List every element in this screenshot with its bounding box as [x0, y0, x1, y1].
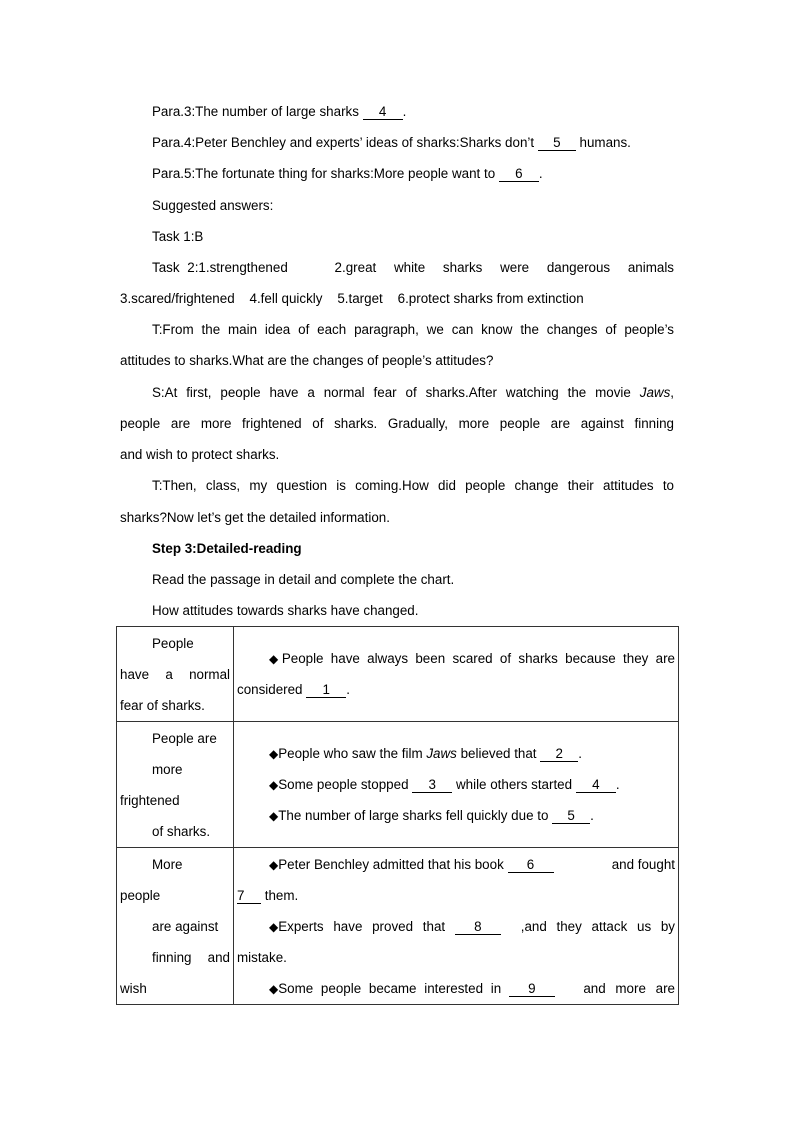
diamond-bullet-icon: ◆ — [269, 747, 279, 761]
jaws-title: Jaws — [426, 746, 457, 761]
detail-group — [269, 849, 554, 880]
details-cell — [234, 722, 679, 848]
table-row — [117, 848, 679, 1005]
task2-part-b: 2.great white sharks were dangerous animals — [334, 260, 674, 275]
attitudes-chart-table — [116, 626, 679, 1005]
stage-cell — [117, 848, 234, 1005]
teacher-question1-line1: T:From the main idea of each paragraph, we can know the changes of people’s — [152, 322, 674, 337]
detail-text: mistake. — [237, 950, 287, 965]
blank-1: 1 — [306, 682, 346, 698]
detail-text: considered — [237, 682, 307, 697]
detail-group — [269, 911, 501, 942]
para5-text: Para.5:The fortunate thing for sharks:More people want to — [152, 166, 499, 181]
para4-text: Para.4:Peter Benchley and experts’ ideas of sharks:Sharks don’t — [152, 135, 538, 150]
detail-line — [234, 769, 678, 800]
detail-text: and fought — [611, 857, 675, 872]
para3-line — [120, 102, 674, 122]
blank-5: 5 — [552, 808, 590, 824]
diamond-bullet-icon: ◆ — [269, 858, 279, 872]
stage-text: more — [152, 762, 183, 777]
stage-text: People are — [152, 731, 217, 746]
detail-text: People who saw the film — [278, 746, 427, 761]
detail-line — [234, 911, 678, 942]
blank-8: 8 — [455, 919, 501, 935]
detail-text: Peter Benchley admitted that his book — [278, 857, 508, 872]
chart-title: How attitudes towards sharks have changed. — [152, 603, 419, 618]
instruction-text: Read the passage in detail and complete the chart. — [152, 572, 455, 587]
stage-text: have a normal — [120, 667, 230, 682]
blank-4: 4 — [576, 777, 616, 793]
stage-text: wish — [120, 981, 147, 996]
diamond-bullet-icon: ◆ — [269, 920, 279, 934]
details-cell — [234, 848, 679, 1005]
detail-text: . — [578, 746, 582, 761]
diamond-bullet-icon: ◆ — [269, 809, 279, 823]
jaws-title: Jaws — [639, 385, 671, 400]
detail-line — [234, 643, 678, 674]
blank-6: 6 — [508, 857, 554, 873]
stage-text: of sharks. — [152, 824, 211, 839]
student-text: S:At first, people have a normal fear of sharks.After watching the movie — [152, 385, 640, 400]
detail-line — [234, 973, 678, 1004]
stage-cell — [117, 627, 234, 722]
stage-text: fear of sharks. — [120, 698, 205, 713]
stage-text: are against — [152, 919, 219, 934]
para4-suffix: humans. — [575, 135, 631, 150]
blank-5: 5 — [538, 135, 576, 151]
detail-text: Some people stopped — [278, 777, 413, 792]
stage-text: finning and — [152, 950, 230, 965]
task2-line1 — [120, 258, 674, 278]
table-row — [117, 627, 679, 722]
detail-text: The number of large sharks fell quickly due to — [278, 808, 553, 823]
teacher-question2-line1: T:Then, class, my question is coming.How did people change their attitudes to — [152, 478, 674, 493]
para5-line — [120, 164, 674, 184]
blank-6: 6 — [499, 166, 539, 182]
stage-text: People — [152, 636, 194, 651]
detail-group — [269, 973, 555, 1004]
detail-line — [234, 800, 678, 831]
student-answer-line1 — [120, 383, 674, 403]
detail-text: . — [615, 777, 620, 792]
stage-text: people — [120, 888, 161, 903]
detail-text: People have always been scared of sharks because they are — [281, 651, 675, 666]
detail-line — [234, 674, 678, 705]
detail-text: them. — [261, 888, 299, 903]
stage-text: More — [152, 857, 183, 872]
stage-cell — [117, 722, 234, 848]
detail-text: and more are — [583, 981, 675, 996]
detail-text: believed that — [456, 746, 541, 761]
step3-heading: Step 3:Detailed-reading — [152, 541, 302, 556]
blank-3: 3 — [412, 777, 452, 793]
para3-text: Para.3:The number of large sharks — [152, 104, 363, 119]
blank-4: 4 — [363, 104, 403, 120]
student-answer-line3: and wish to protect sharks. — [120, 447, 280, 462]
para4-line — [120, 133, 674, 153]
suggested-answers-label: Suggested answers: — [152, 198, 274, 213]
blank-2: 2 — [540, 746, 578, 762]
detail-text: . — [590, 808, 594, 823]
student-answer-line2: people are more frightened of sharks. Gradually, more people are against finning — [120, 416, 674, 431]
detail-line — [234, 738, 678, 769]
detail-text: while others started — [452, 777, 576, 792]
detail-text: Some people became interested in — [278, 981, 509, 996]
diamond-bullet-icon: ◆ — [269, 778, 279, 792]
blank-7: 7 — [237, 888, 261, 904]
detail-line — [234, 849, 678, 880]
detail-line — [234, 880, 678, 911]
details-cell — [234, 627, 679, 722]
teacher-question1-line2: attitudes to sharks.What are the changes of people’s attitudes? — [120, 353, 494, 368]
detail-text: . — [346, 682, 350, 697]
task1-answer: Task 1:B — [152, 229, 204, 244]
diamond-bullet-icon: ◆ — [269, 982, 279, 996]
stage-text: frightened — [120, 793, 180, 808]
diamond-bullet-icon: ◆ — [269, 652, 282, 666]
detail-text: Experts have proved that — [278, 919, 455, 934]
task2-line2: 3.scared/frightened 4.fell quickly 5.target 6.protect sharks from extinction — [120, 291, 584, 306]
para5-suffix: . — [538, 166, 543, 181]
para3-suffix: . — [402, 104, 407, 119]
detail-text: ,and they attack us by — [520, 919, 675, 934]
table-row — [117, 722, 679, 848]
teacher-question2-line2: sharks?Now let’s get the detailed information. — [120, 510, 390, 525]
student-comma: , — [670, 385, 674, 400]
blank-9: 9 — [509, 981, 555, 997]
task2-part-a: Task 2:1.strengthened — [152, 260, 288, 275]
